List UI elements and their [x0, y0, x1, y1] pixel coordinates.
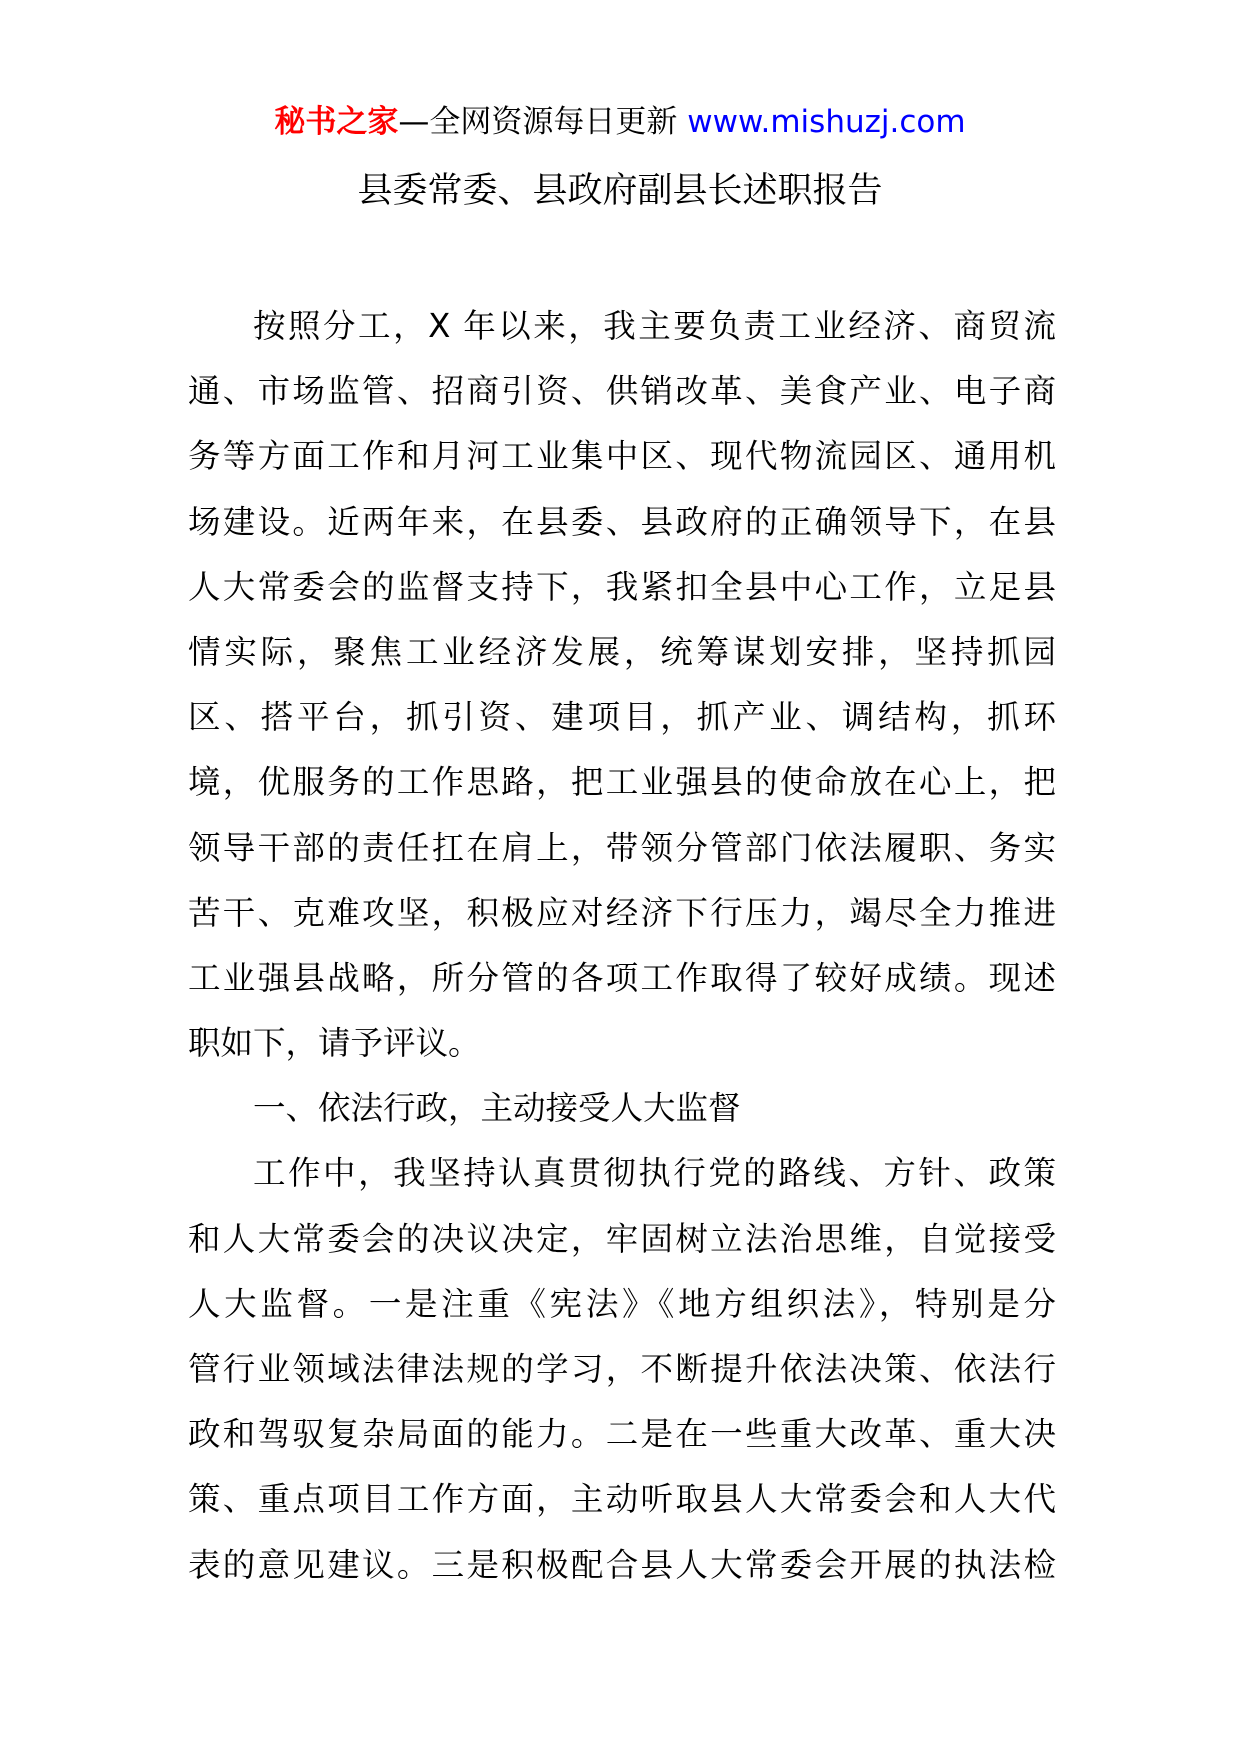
paragraph-line: 按照分工，X 年以来，我主要负责工业经济、商贸流 [253, 307, 1056, 345]
paragraph-line: 境，优服务的工作思路，把工业强县的使命放在心上，把 [188, 763, 1056, 802]
paragraph-line: 职如下，请予评议。 [188, 1024, 481, 1063]
paragraph-line: 区、搭平台，抓引资、建项目，抓产业、调结构，抓环 [188, 698, 1056, 737]
paragraph-line: 场建设。近两年来，在县委、县政府的正确领导下，在县 [188, 502, 1056, 541]
paragraph-line: 工作中，我坚持认真贯彻执行党的路线、方针、政策 [253, 1154, 1056, 1193]
section-heading: 一、依法行政，主动接受人大监督 [253, 1089, 741, 1128]
paragraph-line: 领导干部的责任扛在肩上，带领分管部门依法履职、务实 [188, 828, 1056, 867]
paragraph-line: 人大监督。一是注重《宪法》《地方组织法》，特别是分 [188, 1284, 1056, 1323]
site-header [0, 100, 1240, 144]
brand-name: 秘书之家 [274, 104, 399, 140]
paragraph-line: 政和驾驭复杂局面的能力。二是在一些重大改革、重大决 [188, 1415, 1056, 1454]
paragraph-line: 工业强县战略，所分管的各项工作取得了较好成绩。现述 [188, 958, 1056, 997]
paragraph-line: 人大常委会的监督支持下，我紧扣全县中心工作，立足县 [188, 567, 1056, 606]
header-tagline: —全网资源每日更新 [398, 104, 688, 140]
paragraph-line: 表的意见建议。三是积极配合县人大常委会开展的执法检 [188, 1545, 1056, 1584]
paragraph-line: 策、重点项目工作方面，主动听取县人大常委会和人大代 [188, 1480, 1056, 1519]
paragraph-line: 和人大常委会的决议决定，牢固树立法治思维，自觉接受 [188, 1219, 1056, 1258]
document-title: 县委常委、县政府副县长述职报告 [357, 171, 883, 211]
site-url-link[interactable]: www.mishuzj.com [687, 104, 966, 140]
paragraph-line: 苦干、克难攻坚，积极应对经济下行压力，竭尽全力推进 [188, 893, 1056, 932]
paragraph-line: 情实际，聚焦工业经济发展，统筹谋划安排，坚持抓园 [188, 632, 1056, 671]
paragraph-line: 务等方面工作和月河工业集中区、现代物流园区、通用机 [188, 437, 1056, 476]
paragraph-line: 通、市场监管、招商引资、供销改革、美食产业、电子商 [188, 372, 1056, 411]
paragraph-line: 管行业领域法律法规的学习，不断提升依法决策、依法行 [188, 1350, 1056, 1388]
document-body [188, 294, 1056, 1598]
